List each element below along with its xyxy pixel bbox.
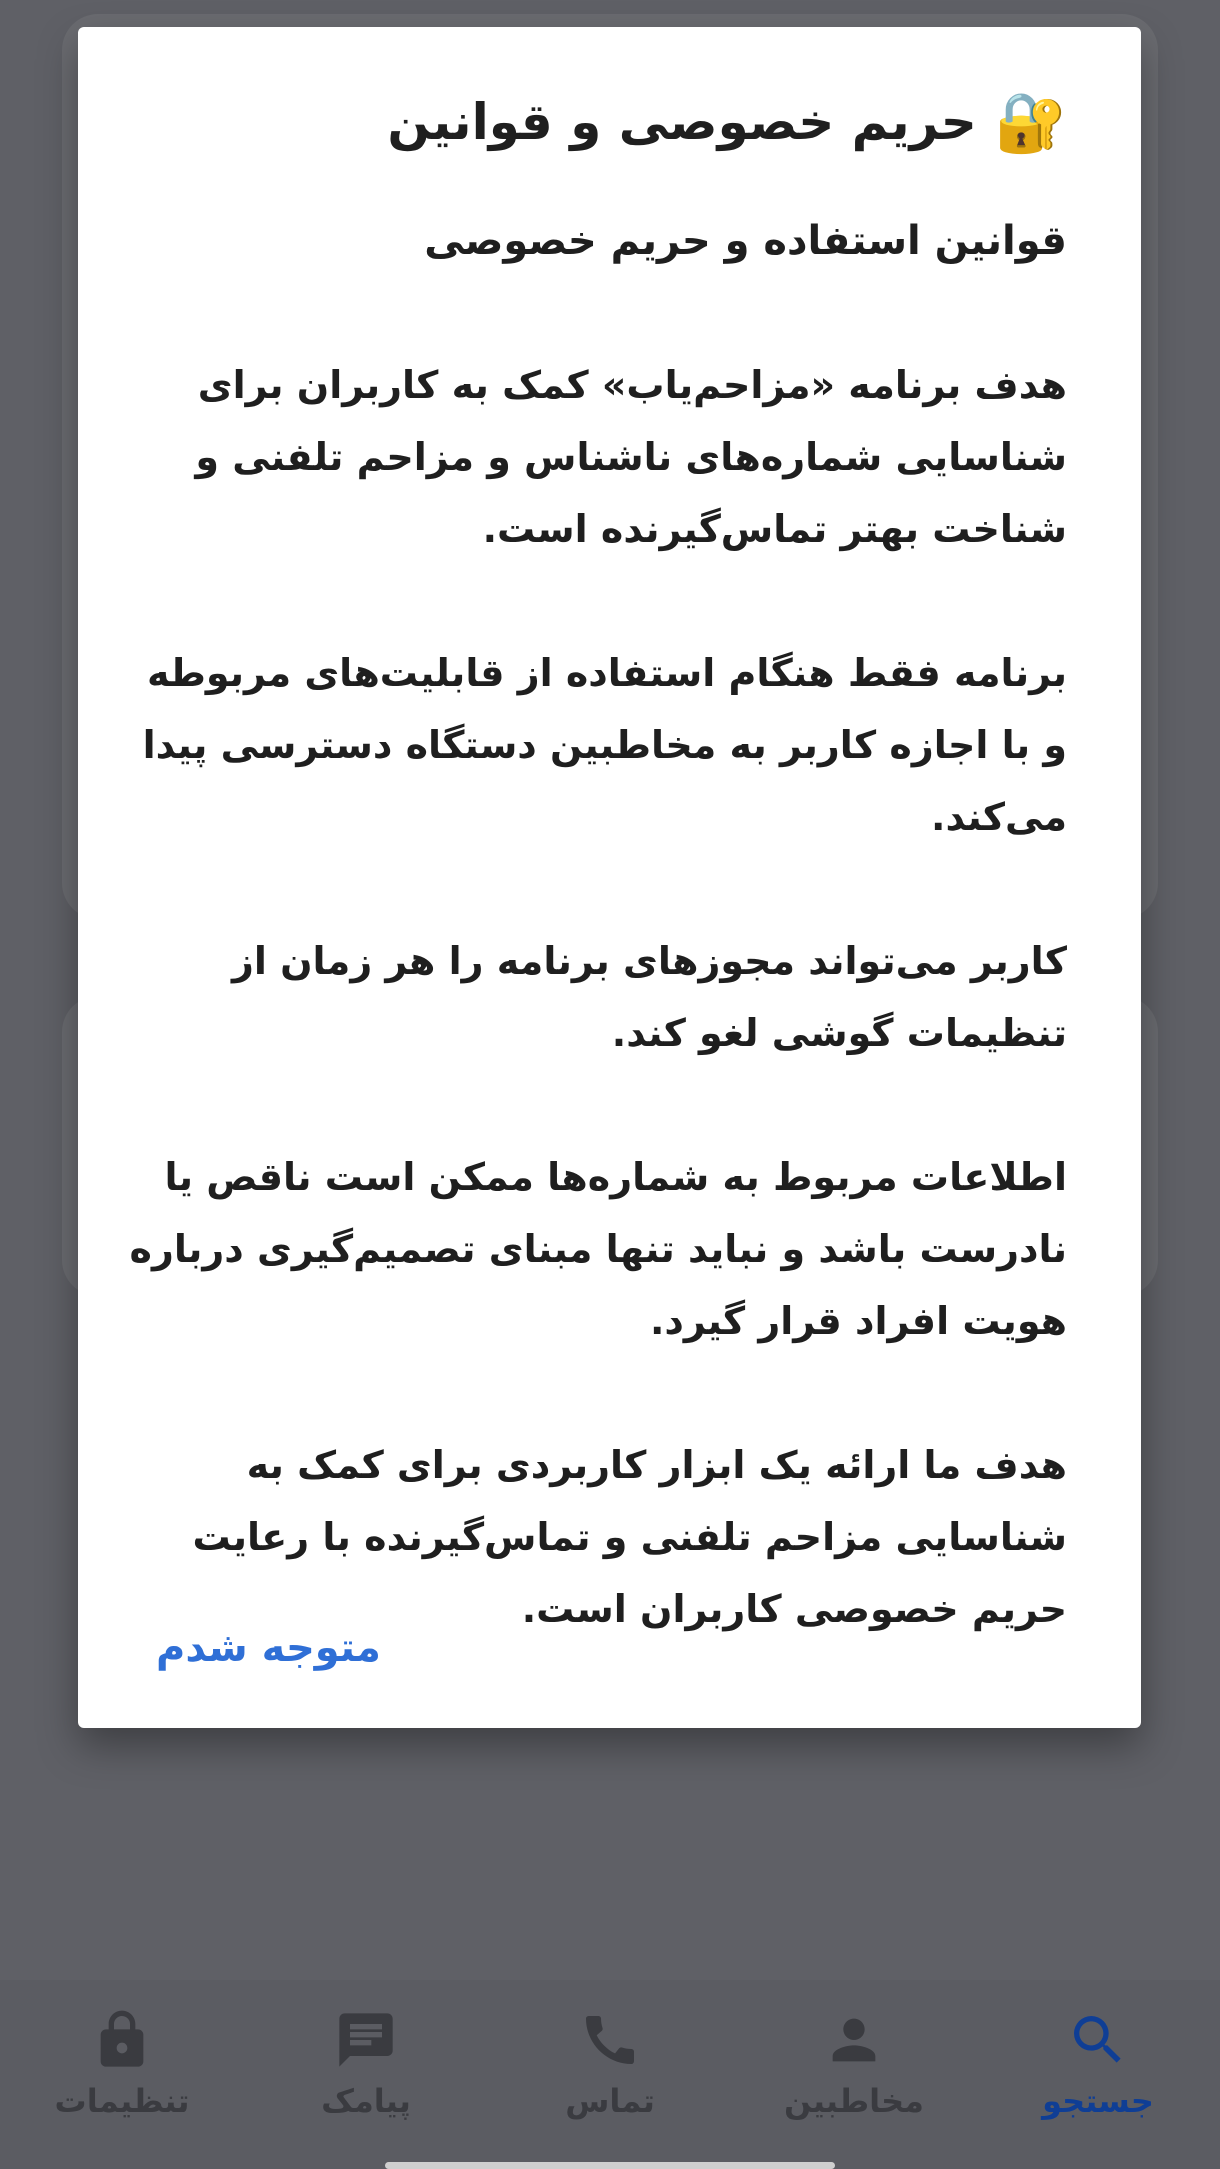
nav-label-contacts: مخاطبین <box>784 2082 924 2120</box>
nav-item-contacts[interactable] <box>732 1980 976 2169</box>
nav-item-search[interactable] <box>976 1980 1220 2169</box>
nav-label-sms: پیامک <box>321 2082 411 2120</box>
bottom-navigation <box>0 1980 1220 2169</box>
nav-label-call: تماس <box>565 2082 655 2120</box>
paragraph-goal: هدف ما ارائه یک ابزار کاربردی برای کمک به شناسایی مزاحم تلفنی و تماس‌گیرنده با رعایت حریم خصوصی کاربران است. <box>192 1443 1067 1631</box>
nav-item-settings[interactable] <box>0 1980 244 2169</box>
nav-item-call[interactable] <box>488 1980 732 2169</box>
dialog-body <box>127 205 1067 1645</box>
phone-icon <box>578 2008 642 2072</box>
search-icon <box>1066 2008 1130 2072</box>
paragraph-data-accuracy: اطلاعات مربوط به شماره‌ها ممکن است ناقص یا نادرست باشد و نباید تنها مبنای تصمیم‌گیری درباره هویت افراد قرار گیرد. <box>129 1155 1067 1343</box>
lock-icon <box>90 2008 154 2072</box>
message-icon <box>334 2008 398 2072</box>
dialog-title <box>152 88 1067 156</box>
paragraph-permissions: کاربر می‌تواند مجوزهای برنامه را هر زمان از تنظیمات گوشی لغو کند. <box>231 939 1067 1055</box>
paragraph-purpose: هدف برنامه «مزاحم‌یاب» کمک به کاربران برای شناسایی شماره‌های ناشناس و مزاحم تلفنی و شناخت بهتر تماس‌گیرنده است. <box>195 363 1067 551</box>
home-indicator <box>385 2162 835 2169</box>
person-icon <box>822 2008 886 2072</box>
paragraph-contacts-access: برنامه فقط هنگام استفاده از قابلیت‌های مربوطه و با اجازه کاربر به مخاطبین دستگاه دسترسی پیدا می‌کند. <box>142 651 1067 839</box>
nav-label-search: جستجو <box>1042 2082 1154 2120</box>
nav-item-sms[interactable] <box>244 1980 488 2169</box>
understood-button[interactable]: متوجه شدم <box>156 1625 381 1671</box>
scrim <box>0 0 1220 12</box>
dialog-title-text: حریم خصوصی و قوانین <box>387 93 977 151</box>
dialog-subtitle: قوانین استفاده و حریم خصوصی <box>424 218 1067 264</box>
lock-key-icon: 🔐 <box>994 88 1067 156</box>
nav-label-settings: تنظیمات <box>54 2082 190 2120</box>
privacy-dialog <box>78 27 1141 1728</box>
